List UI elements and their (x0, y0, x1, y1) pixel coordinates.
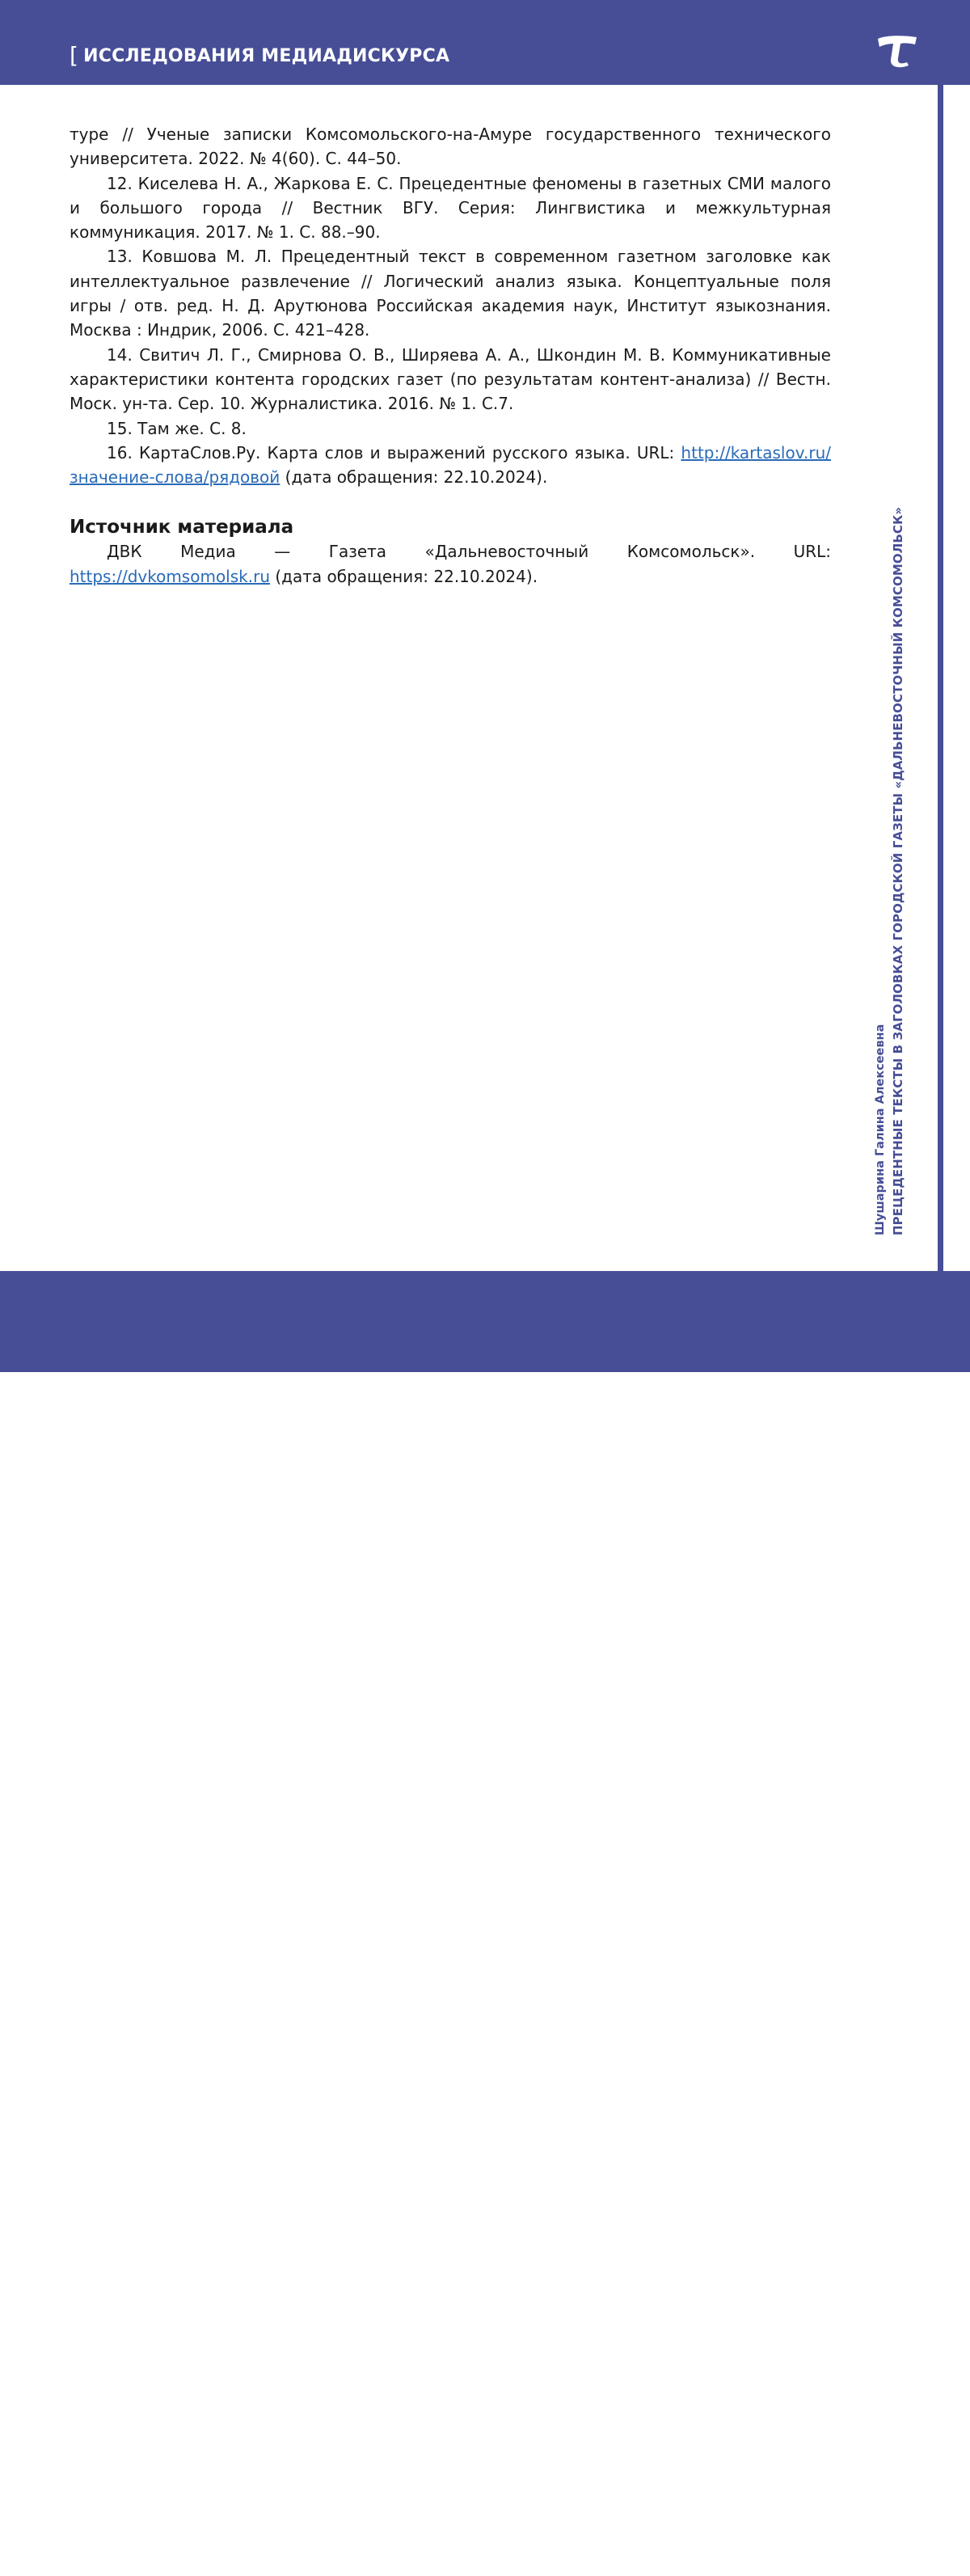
page-footer (0, 1271, 970, 1372)
source-text: ДВК Медиа — Газета «Дальневосточный Комсомольск». URL: (107, 542, 831, 561)
article-title: ПРЕЦЕДЕНТНЫЕ ТЕКСТЫ В ЗАГОЛОВКАХ ГОРОДСКОЙ ГАЗЕТЫ «ДАЛЬНЕВОСТОЧНЫЙ КОМСОМОЛЬСК» (889, 540, 907, 1235)
kartaslov-link[interactable]: http://kartaslov.ru/значение-слова/рядовой (70, 443, 831, 487)
vertical-article-info (871, 540, 907, 1235)
header-title-text: ИССЛЕДОВАНИЯ МЕДИАДИСКУРСА (83, 46, 449, 66)
reference-item-12: 12. Киселева Н. А., Жаркова Е. С. Прецедентные феномены в газетных СМИ малого и большого города // Вестник ВГУ. Серия: Лингвистика и межкультурная коммуникация. 2017. № 1. С. 88.–90. (70, 171, 831, 245)
page-number: 62 (878, 2557, 901, 2576)
reference-item-14: 14. Свитич Л. Г., Смирнова О. В., Ширяева А. А., Шкондин М. В. Коммуникативные характеристики контента городских газет (по результатам контент-анализа) // Вестн. Моск. ун-та. Сер. 10. Журналистика. 2016. № 1. С.7. (70, 343, 831, 416)
reference-item-16 (70, 441, 831, 490)
reference-item-15: 15. Там же. С. 8. (70, 416, 831, 441)
dvkomsomolsk-link[interactable]: https://dvkomsomolsk.ru (70, 567, 270, 586)
reference-16-date: (дата обращения: 22.10.2024). (280, 467, 547, 487)
article-author: Шушарина Галина Алексеевна (871, 540, 889, 1235)
source-date: (дата обращения: 22.10.2024). (270, 567, 538, 586)
journal-section-title (70, 40, 449, 67)
source-heading: Источник материала (70, 515, 831, 539)
source-entry (70, 539, 831, 589)
main-content (70, 122, 831, 589)
side-accent-bar (938, 85, 943, 1271)
page-header (0, 0, 970, 85)
reference-16-text: 16. КартаСлов.Ру. Карта слов и выражений русского языка. URL: (107, 443, 681, 462)
header-bracket: [ (70, 42, 78, 69)
reference-item-13: 13. Ковшова М. Л. Прецедентный текст в современном газетном заголовке как интеллектуальное развлечение // Логический анализ языка. Концептуальные поля игры / отв. ред. Н. Д. Арутюнова Российская академия наук, Институт языкознания. Москва : Индрик, 2006. С. 421–428. (70, 244, 831, 342)
reference-continuation: туре // Ученые записки Комсомольского-на-Амуре государственного технического университета. 2022. № 4(60). С. 44–50. (70, 122, 831, 171)
journal-logo-icon (876, 34, 918, 68)
